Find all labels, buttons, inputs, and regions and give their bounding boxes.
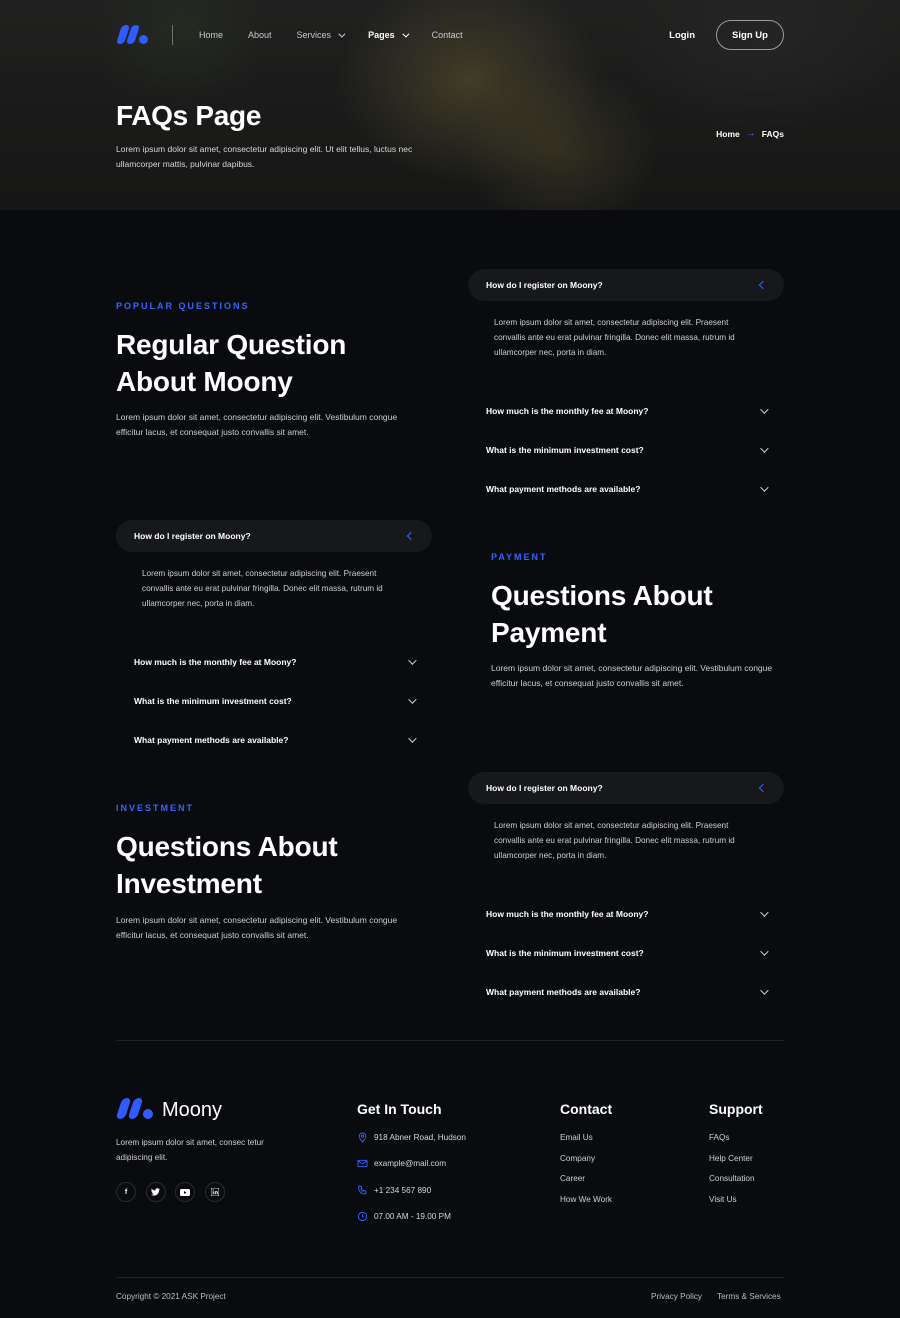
privacy-policy-link[interactable]: Privacy Policy [651,1292,702,1301]
faq-question-label: How much is the monthly fee at Moony? [134,656,297,667]
footer-logo[interactable] [116,1098,222,1122]
footer-link-email-us[interactable]: Email Us [560,1133,593,1142]
faq-question[interactable] [468,933,784,972]
top-navbar [116,20,784,50]
footer-link-career[interactable]: Career [560,1174,586,1183]
footer-link-help-center[interactable]: Help Center [709,1154,753,1163]
nav-divider [172,25,173,45]
faq-answer: Lorem ipsum dolor sit amet, consectetur adipiscing elit. Praesent convallis ante eu erat pulvinar fringilla. Donec elit massa, rutrum id ullamcorper nec, porta in diam. [494,821,735,860]
faq-question[interactable] [468,894,784,933]
faq-accordion [116,520,432,759]
chevron-down-icon [760,986,768,994]
section-description: Lorem ipsum dolor sit amet, consectetur adipiscing elit. Vestibulum congue efficitur lacus, et consequat justo convallis sit amet. [491,663,773,688]
faq-question[interactable] [468,469,784,508]
section-title: Questions About Payment [491,580,713,648]
faq-question[interactable] [468,430,784,469]
page-subtitle: Lorem ipsum dolor sit amet, consectetur adipiscing elit. Ut elit tellus, luctus nec ullamcorper mattis, pulvinar dapibus. [116,144,413,169]
footer-email[interactable] [357,1158,446,1169]
signup-button[interactable]: Sign Up [716,20,784,50]
faq-accordion [468,772,784,1011]
nav-item-label: Contact [431,30,463,40]
nav-item-label: Services [296,30,332,40]
faq-accordion [468,269,784,508]
faq-question[interactable] [468,972,784,1011]
footer-link-company[interactable]: Company [560,1154,596,1163]
section-description: Lorem ipsum dolor sit amet, consectetur adipiscing elit. Vestibulum congue efficitur lacus, et consequat justo convallis sit amet. [116,412,398,437]
facebook-icon[interactable]: f [116,1182,136,1202]
chevron-down-icon [402,30,409,37]
footer-link-consultation[interactable]: Consultation [709,1174,755,1183]
mail-icon [357,1158,368,1169]
faq-question-open[interactable] [116,520,432,552]
logo-icon[interactable] [116,25,150,45]
faq-question-label: What payment methods are available? [134,734,289,745]
email-text: example@mail.com [374,1159,447,1168]
faq-question-label: What payment methods are available? [486,483,641,494]
section-eyebrow: INVESTMENT [116,803,195,813]
chevron-down-icon [408,695,416,703]
chevron-down-icon [408,656,416,664]
terms-link[interactable]: Terms & Services [717,1292,781,1301]
footer-about: Lorem ipsum dolor sit amet, consec tetur adipiscing elit. [116,1138,264,1162]
faq-question[interactable] [116,642,432,681]
address-text: 918 Abner Road, Hudson [374,1133,466,1142]
breadcrumb [716,128,784,139]
footer-address [357,1132,466,1143]
chevron-down-icon [338,30,345,37]
chevron-left-icon [407,532,415,540]
social-links [116,1182,234,1202]
chevron-down-icon [760,483,768,491]
phone-text: +1 234 567 890 [374,1186,432,1195]
faq-question-label: How do I register on Moony? [486,280,603,290]
section-eyebrow: POPULAR QUESTIONS [116,301,250,311]
faq-question-label: How do I register on Moony? [486,783,603,793]
chevron-down-icon [408,734,416,742]
nav-item-label: About [248,30,272,40]
faq-answer: Lorem ipsum dolor sit amet, consectetur adipiscing elit. Praesent convallis ante eu erat pulvinar fringilla. Donec elit massa, rutrum id ullamcorper nec, porta in diam. [142,569,383,608]
faq-question[interactable] [116,720,432,759]
breadcrumb-current: FAQs [761,128,784,139]
copyright-text: Copyright © 2021 ASK Project [116,1292,226,1301]
footer-phone[interactable] [357,1185,431,1196]
chevron-left-icon [759,281,767,289]
login-link[interactable]: Login [669,29,695,41]
chevron-left-icon [759,784,767,792]
nav-item-about[interactable] [248,30,272,40]
faq-question-open[interactable] [468,269,784,301]
youtube-icon[interactable] [175,1182,195,1202]
footer-bottom-divider [116,1277,784,1278]
section-title: Regular Question About Moony [116,329,347,397]
footer-heading-contact: Contact [560,1101,613,1117]
twitter-icon[interactable] [146,1182,166,1202]
phone-icon [357,1185,368,1196]
arrow-right-icon: → [745,128,756,139]
faq-question-open[interactable] [468,772,784,804]
faq-question-label: What payment methods are available? [486,986,641,997]
footer-link-visit-us[interactable]: Visit Us [709,1195,737,1204]
nav-item-label: Home [199,30,224,40]
footer-divider [116,1040,784,1041]
faq-question-label: What is the minimum investment cost? [134,695,292,706]
hero-banner [0,0,900,210]
logo-icon [116,1098,156,1122]
hours-text: 07.00 AM - 19.00 PM [374,1212,451,1221]
chevron-down-icon [760,947,768,955]
footer-heading-support: Support [709,1101,763,1117]
faq-question-label: How much is the monthly fee at Moony? [486,405,649,416]
page-title: FAQs Page [116,100,262,131]
nav-item-contact[interactable] [432,30,463,40]
map-pin-icon [357,1132,368,1143]
faq-question-label: What is the minimum investment cost? [486,444,644,455]
footer-link-how-we-work[interactable]: How We Work [560,1195,613,1204]
clock-icon [357,1211,368,1222]
nav-item-services[interactable] [297,30,344,40]
nav-item-home[interactable] [199,30,223,40]
chevron-down-icon [760,908,768,916]
footer-heading-get-in-touch: Get In Touch [357,1101,442,1117]
section-description: Lorem ipsum dolor sit amet, consectetur adipiscing elit. Vestibulum congue efficitur lacus, et consequat justo convallis sit amet. [116,915,398,940]
faq-question-label: How do I register on Moony? [134,531,251,541]
faq-answer: Lorem ipsum dolor sit amet, consectetur adipiscing elit. Praesent convallis ante eu erat pulvinar fringilla. Donec elit massa, rutrum id ullamcorper nec, porta in diam. [494,318,735,357]
footer-brand-name: Moony [162,1098,223,1121]
faq-question[interactable] [116,681,432,720]
linkedin-icon[interactable] [205,1182,225,1202]
section-eyebrow: PAYMENT [491,552,548,562]
nav-item-label: Pages [368,30,395,40]
footer-hours [357,1211,451,1222]
faq-question-label: How much is the monthly fee at Moony? [486,908,649,919]
chevron-down-icon [760,444,768,452]
footer-link-faqs[interactable]: FAQs [709,1133,730,1142]
chevron-down-icon [760,405,768,413]
breadcrumb-home[interactable]: Home [716,128,740,139]
faq-question-label: What is the minimum investment cost? [486,947,644,958]
section-title: Questions About Investment [116,831,338,899]
nav-item-pages[interactable] [368,30,407,40]
faq-question[interactable] [468,391,784,430]
